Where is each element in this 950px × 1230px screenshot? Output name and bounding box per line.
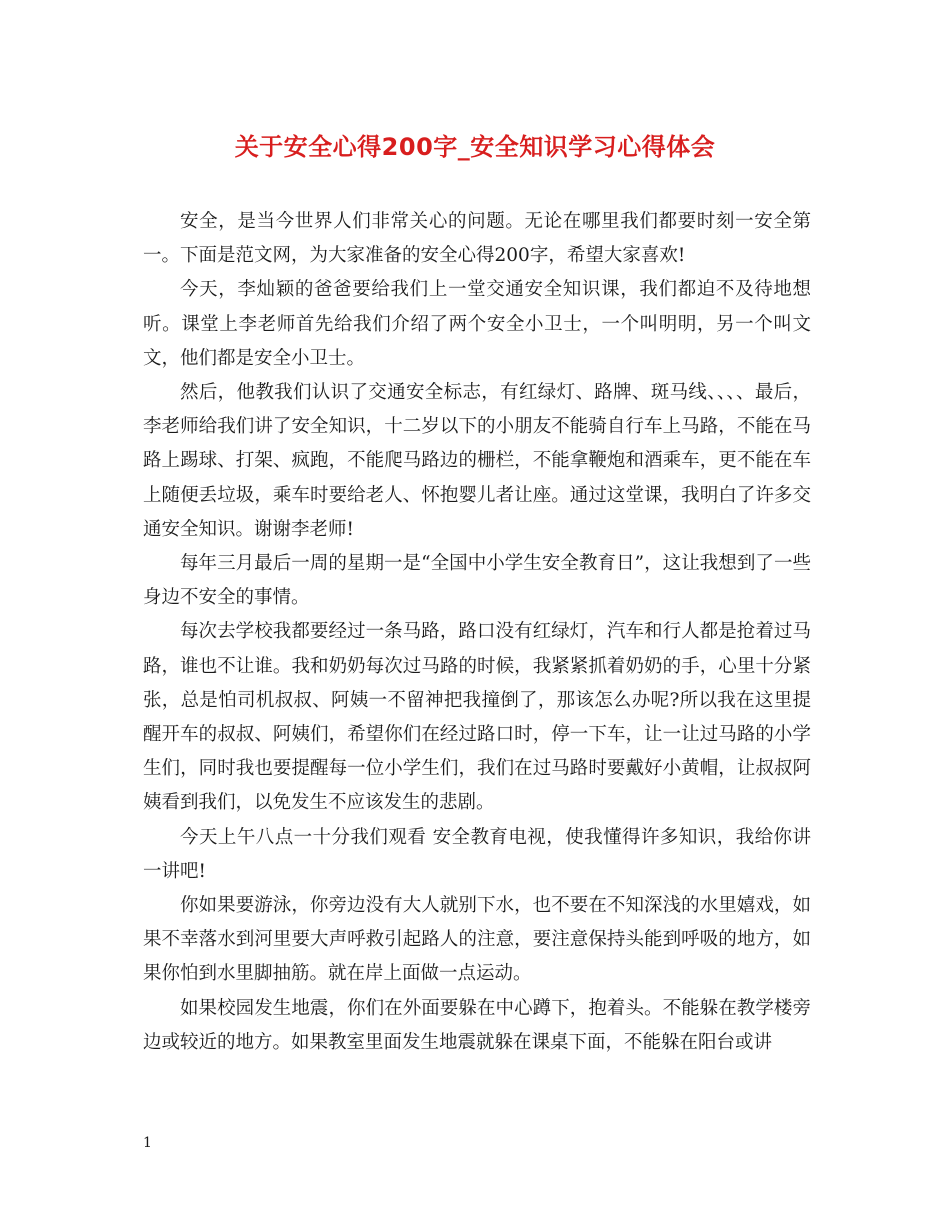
- paragraph-6: 今天上午八点一十分我们观看 安全教育电视，使我懂得许多知识，我给你讲一讲吧!: [143, 826, 811, 882]
- paragraph-2: 今天，李灿颖的爸爸要给我们上一堂交通安全知识课，我们都迫不及待地想听。课堂上李老师首先给我们介绍了两个安全小卫士，一个叫明明，另一个叫文文，他们都是安全小卫士。: [143, 279, 811, 369]
- paragraph-8: 如果校园发生地震，你们在外面要躲在中心蹲下，抱着头。不能躲在教学楼旁边或较近的地方。如果教室里面发生地震就躲在课桌下面，不能躲在阳台或讲: [143, 997, 811, 1053]
- paragraph-3: 然后，他教我们认识了交通安全标志，有红绿灯、路牌、斑马线、、、、最后，李老师给我们讲了安全知识，十二岁以下的小朋友不能骑自行车上马路，不能在马路上踢球、打架、疯跑，不能爬马路边的栅栏，不能拿鞭炮和酒乘车，更不能在车上随便丢垃圾，乘车时要给老人、怀抱婴儿者让座。通过这堂课，我明白了许多交通安全知识。谢谢李老师!: [143, 382, 811, 540]
- paragraph-1: 安全，是当今世界人们非常关心的问题。无论在哪里我们都要时刻一安全第一。下面是范文网，为大家准备的安全心得200字，希望大家喜欢!: [143, 211, 811, 267]
- document-body: [143, 205, 811, 1060]
- page-number: 1: [143, 1135, 152, 1151]
- paragraph-7: 你如果要游泳，你旁边没有大人就别下水，也不要在不知深浅的水里嬉戏，如果不幸落水到河里要大声呼救引起路人的注意，要注意保持头能到呼吸的地方，如果你怕到水里脚抽筋。就在岸上面做一点运动。: [143, 895, 811, 985]
- paragraph-4: 每年三月最后一周的星期一是“全国中小学生安全教育日”，这让我想到了一些身边不安全的事情。: [143, 553, 811, 609]
- paragraph-5: 每次去学校我都要经过一条马路，路口没有红绿灯，汽车和行人都是抢着过马路，谁也不让谁。我和奶奶每次过马路的时候，我紧紧抓着奶奶的手，心里十分紧张，总是怕司机叔叔、阿姨一不留神把我撞倒了，那该怎么办呢?所以我在这里提醒开车的叔叔、阿姨们，希望你们在经过路口时，停一下车，让一让过马路的小学生们，同时我也要提醒每一位小学生们，我们在过马路时要戴好小黄帽，让叔叔阿姨看到我们，以免发生不应该发生的悲剧。: [143, 621, 811, 814]
- document-title: 关于安全心得200字_安全知识学习心得体会: [234, 133, 716, 161]
